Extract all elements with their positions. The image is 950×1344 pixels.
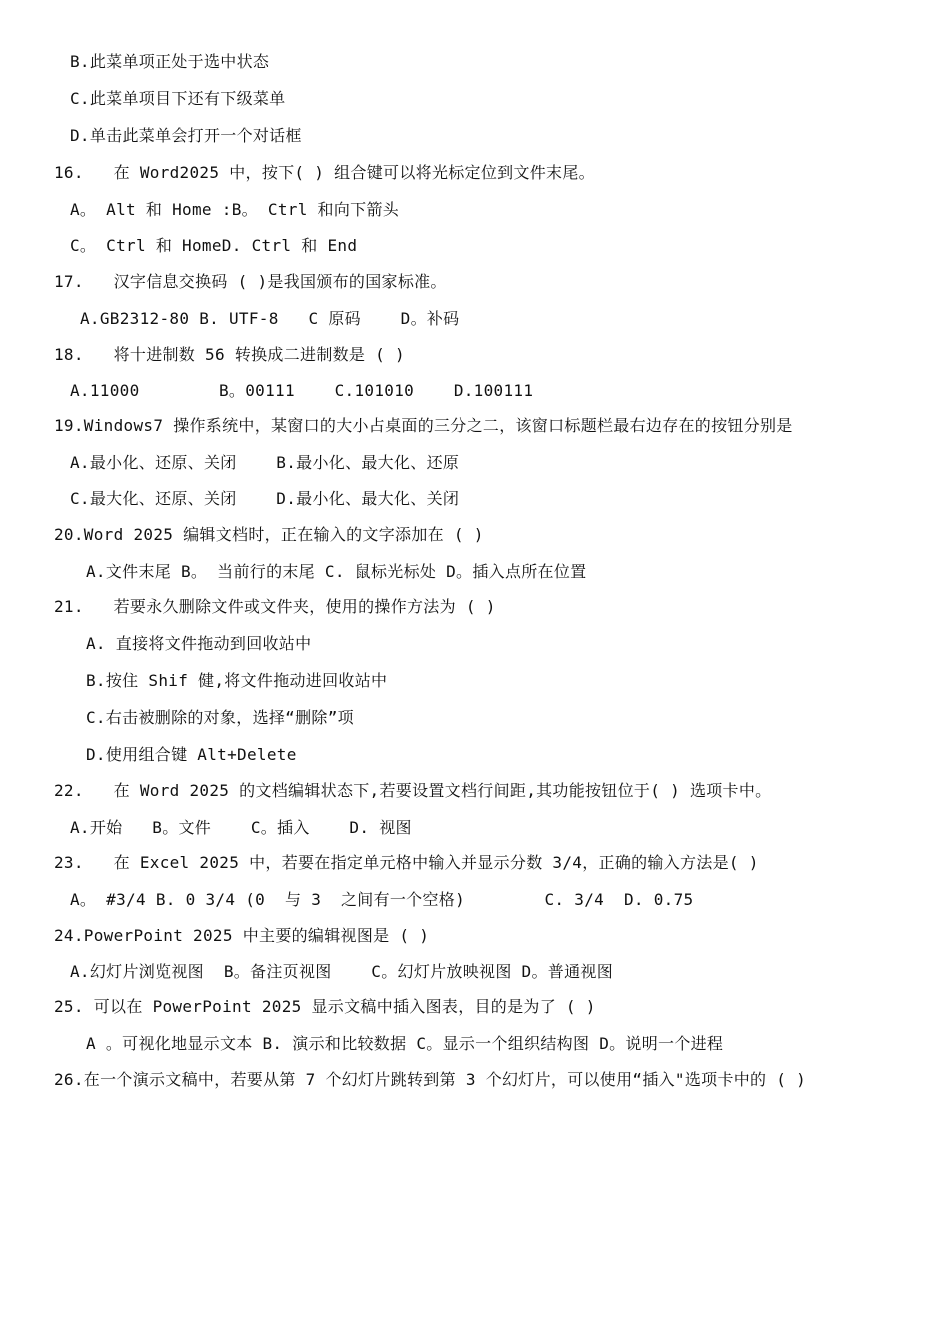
q24-options: A.幻灯片浏览视图 B。备注页视图 C。幻灯片放映视图 D。普通视图 bbox=[70, 962, 613, 981]
question-19: 19.Windows7 操作系统中，某窗口的大小占桌面的三分之二，该窗口标题栏最右边存在的按钮分别是 bbox=[54, 416, 793, 435]
q25-options: A 。可视化地显示文本 B. 演示和比较数据 C。显示一个组织结构图 D。说明一个进程 bbox=[86, 1034, 724, 1053]
question-25: 25. 可以在 PowerPoint 2025 显示文稿中插入图表，目的是为了 ( ) bbox=[54, 997, 596, 1016]
q23-options: A。 #3/4 B. 0 3/4 (0 与 3 之间有一个空格) C. 3/4 D. 0.75 bbox=[70, 890, 694, 909]
question-24: 24.PowerPoint 2025 中主要的编辑视图是 ( ) bbox=[54, 926, 430, 945]
q19-options-ab: A.最小化、还原、关闭 B.最小化、最大化、还原 bbox=[70, 453, 460, 472]
question-20: 20.Word 2025 编辑文档时，正在输入的文字添加在 ( ) bbox=[54, 525, 484, 544]
q21-option-b: B.按住 Shif 健,将文件拖动进回收站中 bbox=[86, 671, 388, 690]
q21-option-d: D.使用组合键 Alt+Delete bbox=[86, 745, 297, 764]
q18-options: A.11000 B。00111 C.101010 D.100111 bbox=[70, 381, 534, 400]
q21-option-a: A. 直接将文件拖动到回收站中 bbox=[86, 634, 312, 653]
question-23: 23. 在 Excel 2025 中，若要在指定单元格中输入并显示分数 3/4，正确的输入方法是( ) bbox=[54, 853, 759, 872]
q15-option-b: B.此菜单项正处于选中状态 bbox=[70, 52, 270, 71]
question-16: 16. 在 Word2025 中，按下( ) 组合键可以将光标定位到文件末尾。 bbox=[54, 163, 595, 182]
q17-options: A.GB2312-80 B. UTF-8 C 原码 D。补码 bbox=[80, 309, 460, 328]
question-18: 18. 将十进制数 56 转换成二进制数是 ( ) bbox=[54, 345, 405, 364]
question-17: 17. 汉字信息交换码 ( )是我国颁布的国家标准。 bbox=[54, 272, 447, 291]
q15-option-c: C.此菜单项目下还有下级菜单 bbox=[70, 89, 286, 108]
q20-options: A.文件末尾 B。 当前行的末尾 C. 鼠标光标处 D。插入点所在位置 bbox=[86, 562, 587, 581]
q16-options-ab: A。 Alt 和 Home :B。 Ctrl 和向下箭头 bbox=[70, 200, 400, 219]
q15-option-d: D.单击此菜单会打开一个对话框 bbox=[70, 126, 302, 145]
q22-options: A.开始 B。文件 C。插入 D. 视图 bbox=[70, 818, 412, 837]
q21-option-c: C.右击被删除的对象，选择“删除”项 bbox=[86, 708, 354, 727]
question-26: 26.在一个演示文稿中，若要从第 7 个幻灯片跳转到第 3 个幻灯片，可以使用“插入"选项卡中的 ( ) bbox=[54, 1070, 807, 1089]
q19-options-cd: C.最大化、还原、关闭 D.最小化、最大化、关闭 bbox=[70, 489, 460, 508]
question-22: 22. 在 Word 2025 的文档编辑状态下,若要设置文档行间距,其功能按钮位于( ) 选项卡中。 bbox=[54, 781, 772, 800]
q16-options-cd: C。 Ctrl 和 HomeD. Ctrl 和 End bbox=[70, 236, 358, 255]
question-21: 21. 若要永久删除文件或文件夹，使用的操作方法为 ( ) bbox=[54, 597, 496, 616]
